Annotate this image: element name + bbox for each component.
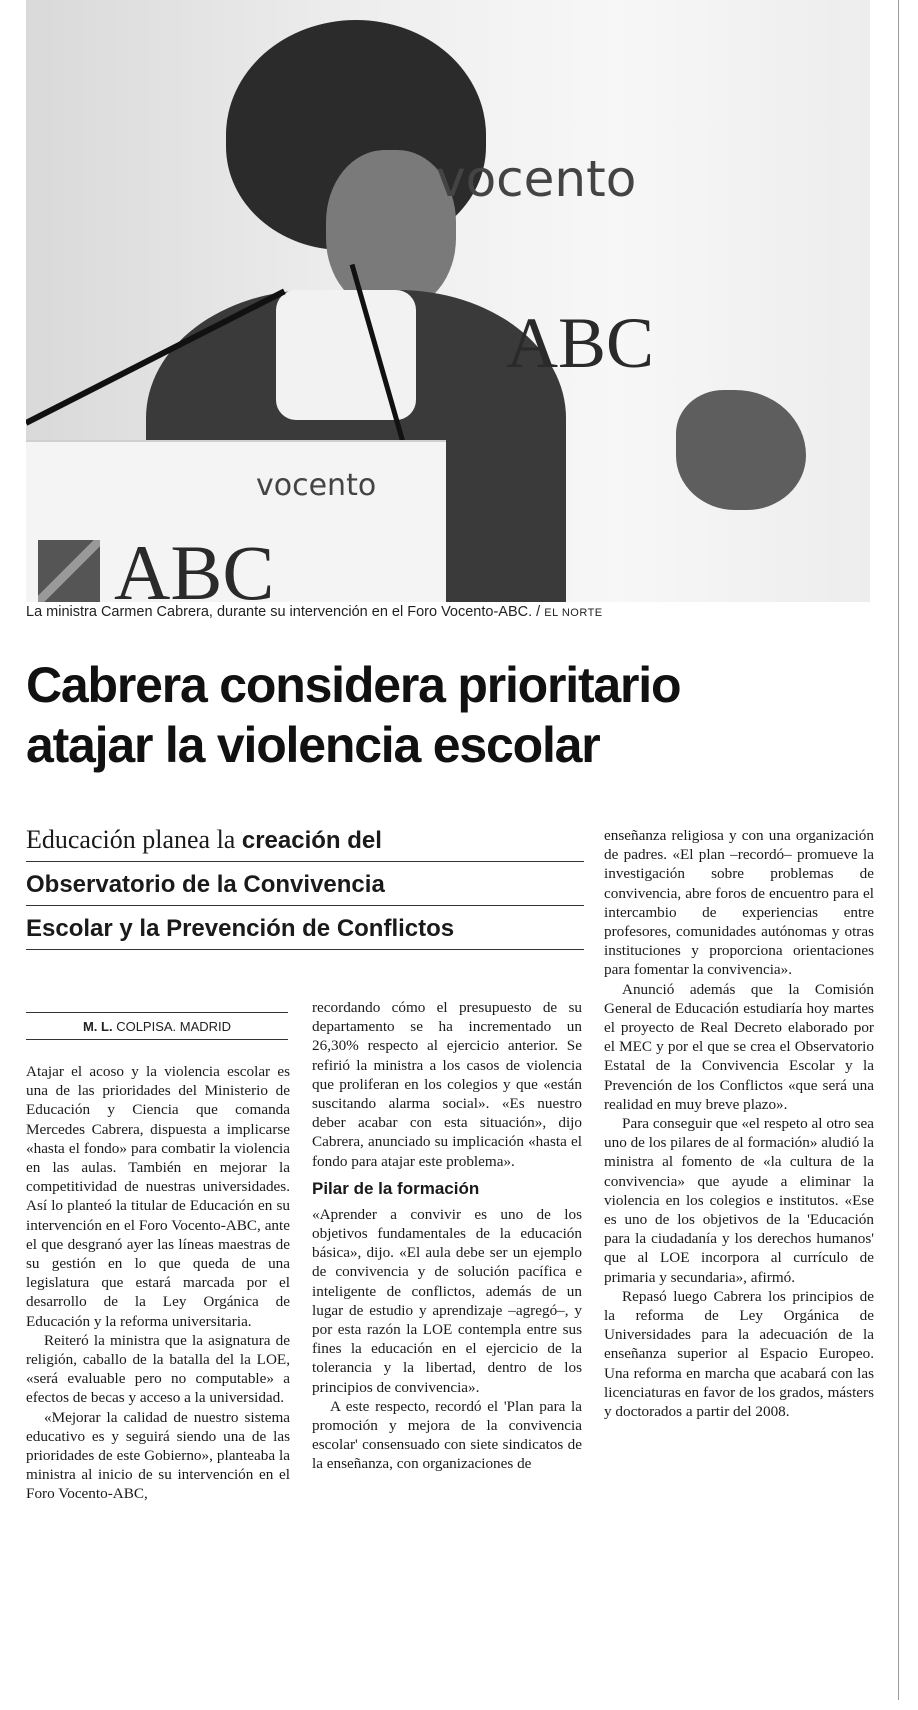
photo-collar xyxy=(276,290,416,420)
caption-credit: EL NORTE xyxy=(544,607,603,619)
headline-line-2: atajar la violencia escolar xyxy=(26,717,600,773)
column-1-paragraph-3: «Mejorar la calidad de nuestro sistema educativo es y seguirá siendo una de las prioridades de este Gobierno», planteaba la ministra al inicio de su intervención en el Foro Vocento-ABC, xyxy=(26,1408,290,1503)
right-margin-rule xyxy=(898,0,899,1700)
photo-logo-abc-2: ABC xyxy=(114,529,275,602)
byline xyxy=(26,1012,288,1040)
headline-line-1: Cabrera considera prioritario xyxy=(26,657,681,713)
article-column-2 xyxy=(312,998,582,1474)
subheadline-line-3-bold: Escolar y la Prevención de Conflictos xyxy=(26,915,455,942)
photo-abc-mark xyxy=(38,540,100,602)
column-3-paragraph-1: enseñanza religiosa y con una organización de padres. «El plan –recordó– promueve la investigación sobre problemas de convivencia, abre foros de encuentro para el intercambio de experiencias entre profesores, comunidades autónomas y otras instituciones y proporciona orientaciones para fomentar la convivencia». xyxy=(604,827,874,979)
article-photo xyxy=(26,0,870,602)
headline xyxy=(26,655,886,775)
photo-logo-abc-1: ABC xyxy=(506,303,655,383)
photo-logo-vocento-1: vocento xyxy=(436,150,637,208)
subheadline-line-1-regular: Educación planea la xyxy=(26,825,242,854)
subheadline xyxy=(26,818,584,950)
photo-hand xyxy=(676,390,806,510)
subheadline-line-1-bold: creación del xyxy=(241,827,382,854)
subheadline-line-3 xyxy=(26,906,584,950)
caption-text: La ministra Carmen Cabrera, durante su intervención en el Foro Vocento-ABC. / xyxy=(26,604,545,620)
column-3-paragraph-4: Repasó luego Cabrera los principios de la reforma de Ley Orgánica de Universidades para la adecuación de la enseñanza superior al Espacio Europeo. Una reforma en marcha que acabará con las licenciaturas en favor de los grados, másters y doctorados a partir del 2008. xyxy=(604,1287,874,1421)
photo-logo-vocento-2: vocento xyxy=(256,468,377,503)
column-2-subhead: Pilar de la formación xyxy=(312,1178,480,1198)
subheadline-line-2-bold: Observatorio de la Convivencia xyxy=(26,871,385,898)
column-2-paragraph-3: A este respecto, recordó el 'Plan para la promoción y mejora de la convivencia escolar' consensuado con siete sindicatos de la enseñanza, con organizaciones de xyxy=(312,1397,582,1473)
column-2-paragraph-2: «Aprender a convivir es uno de los objetivos fundamentales de la educación básica», dijo. «El aula debe ser un ejemplo de convivencia y de solución pacífica e inteligente de conflictos, además de un lugar de estudio y aprendizaje –agregó–, y por esta razón la LOE contempla entre sus fines la educación en el ejercicio de la tolerancia y la libertad, dentro de los principios de convivencia». xyxy=(312,1205,582,1396)
subheadline-line-2 xyxy=(26,862,584,906)
article-column-1 xyxy=(26,1062,290,1504)
photo-caption xyxy=(26,604,886,620)
article-column-3 xyxy=(604,826,874,1421)
subheadline-line-1 xyxy=(26,818,584,862)
column-1-paragraph-1: Atajar el acoso y la violencia escolar es una de las prioridades del Ministerio de Educación y Ciencia que comanda Mercedes Cabrera, dispuesta a implicarse «hasta el fondo» para combatir la violencia en las aulas. También en mejorar la competitividad de nuestras universidades. Así lo planteó la titular de Educación en su intervención en el Foro Vocento-ABC, ante el que desgranó ayer las líneas maestras de su gestión en lo que queda de una legislatura que estará marcada por el desarrollo de la Ley Orgánica de Educación y la reforma universitaria. xyxy=(26,1063,290,1330)
column-3-paragraph-3: Para conseguir que «el respeto al otro sea uno de los pilares de al formación» aludió la ministra al fomento de «la cultura de la convivencia» que ayude a eliminar la violencia en los colegios e institutos. «Ese es uno de los objetivos de la 'Educación para la ciudadanía y los derechos humanos' que al LOE incorpora al currículo de primaria y secundaria», afirmó. xyxy=(604,1115,874,1286)
byline-agency: COLPISA. MADRID xyxy=(116,1019,232,1034)
column-2-paragraph-1: recordando cómo el presupuesto de su departamento se ha incrementado un 26,30% respecto al ejercicio anterior. Se refirió la ministra a los casos de violencia que proliferan en los colegios y que «están suscitando alarma social». «Es nuestro deber acabar con esta situación», dijo Cabrera, anunciado su implicación «hasta el fondo para atajar este problema». xyxy=(312,999,582,1170)
column-1-paragraph-2: Reiteró la ministra que la asignatura de religión, caballo de la batalla del la LOE, «será evaluable pero no computable» a efectos de becas y acceso a la universidad. xyxy=(26,1331,290,1407)
column-3-paragraph-2: Anunció además que la Comisión General de Educación estudiaría hoy martes el proyecto de Real Decreto elaborado por el MEC y por el que se crea el Observatorio Estatal de la Convivencia Escolar y la Prevención de los Conflictos «que será una realidad en muy breve plazo». xyxy=(604,980,874,1113)
byline-author: M. L. xyxy=(82,1019,113,1034)
